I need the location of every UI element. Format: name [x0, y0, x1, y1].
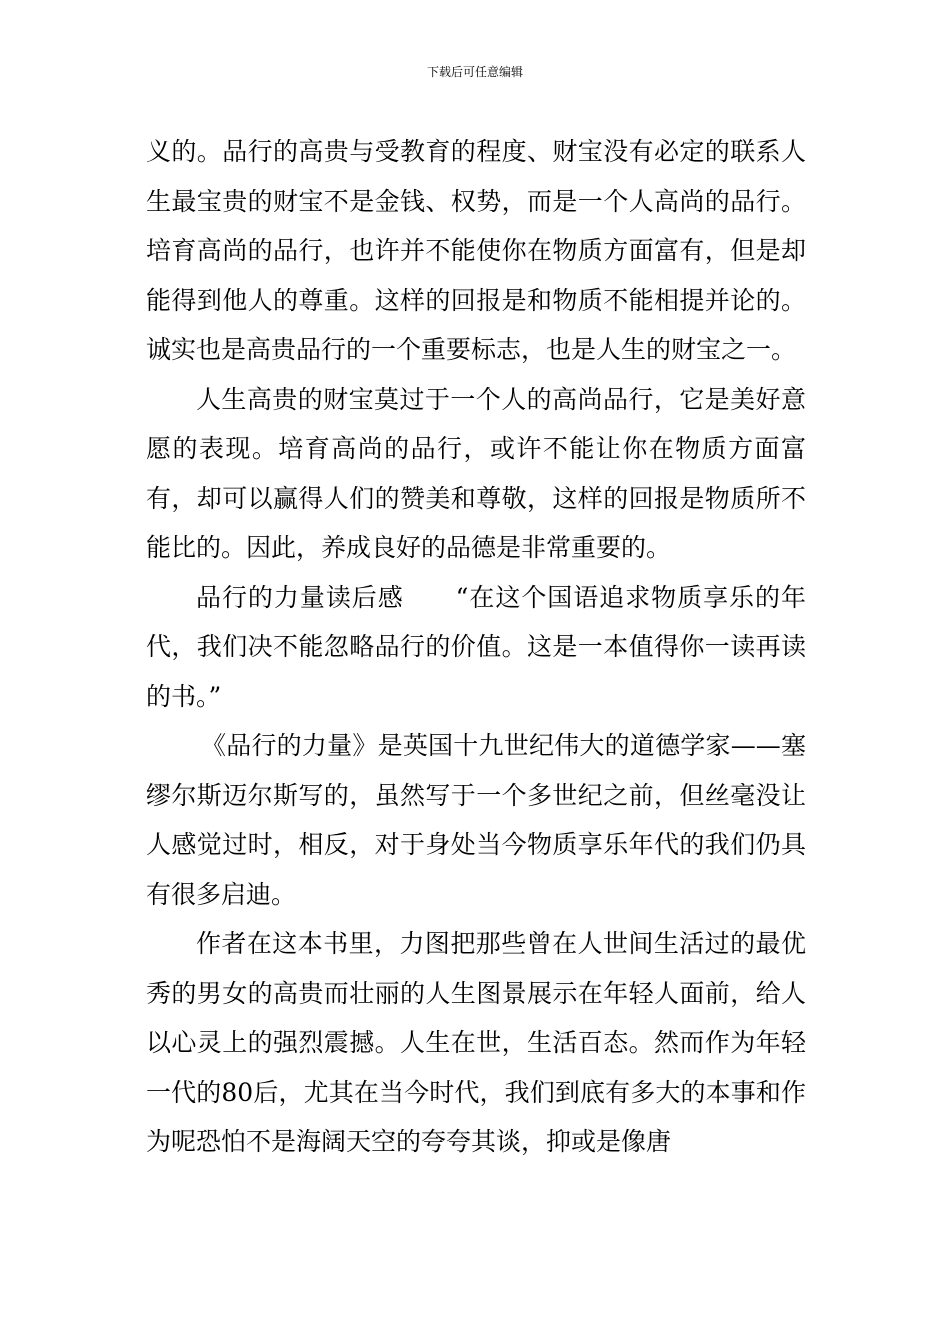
- paragraph-2: 人生高贵的财宝莫过于一个人的高尚品行，它是美好意愿的表现。培育高尚的品行，或许不能让你在物质方面富有，却可以赢得人们的赞美和尊敬，这样的回报是物质所不能比的。因此，养成良好的品德是非常重要的。: [146, 384, 806, 562]
- page-header: 下载后可任意编辑: [426, 65, 523, 79]
- body-text: [146, 127, 806, 1167]
- paragraph-4: 《品行的力量》是英国十九世纪伟大的道德学家——塞缪尔斯迈尔斯写的，虽然写于一个多世纪之前，但丝毫没让人感觉过时，相反，对于身处当今物质享乐年代的我们仍具有很多启迪。: [146, 731, 806, 909]
- paragraph-1: 义的。品行的高贵与受教育的程度、财宝没有必定的联系人生最宝贵的财宝不是金钱、权势，而是一个人高尚的品行。培育高尚的品行，也许并不能使你在物质方面富有，但是却能得到他人的尊重。这样的回报是和物质不能相提并论的。诚实也是高贵品行的一个重要标志，也是人生的财宝之一。: [146, 137, 806, 364]
- paragraph-5: 作者在这本书里，力图把那些曾在人世间生活过的最优秀的男女的高贵而壮丽的人生图景展示在年轻人面前，给人以心灵上的强烈震撼。人生在世，生活百态。然而作为年轻一代的80后，尤其在当今时代，我们到底有多大的本事和作为呢恐怕不是海阔天空的夸夸其谈，抑或是像唐: [146, 929, 806, 1156]
- paragraph-3: 品行的力量读后感 “在这个国语追求物质享乐的年代，我们决不能忽略品行的价值。这是一本值得你一读再读的书。”: [146, 582, 806, 711]
